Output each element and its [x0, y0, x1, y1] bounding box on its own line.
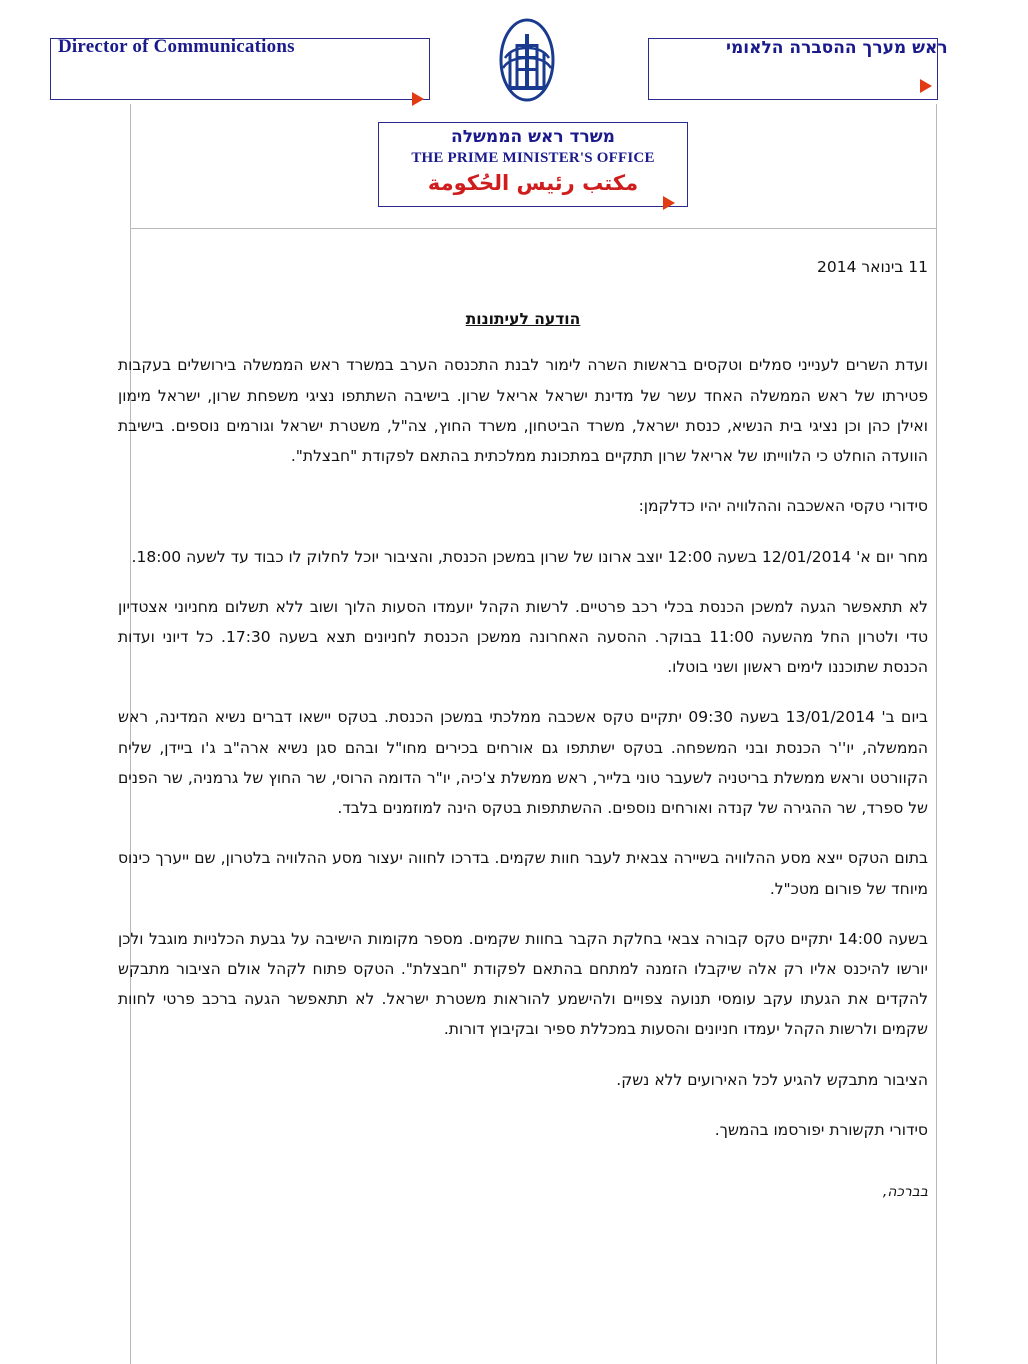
director-of-communications-label: Director of Communications — [58, 36, 295, 57]
paragraph: סידורי תקשורת יפורסמו בהמשך. — [714, 1120, 928, 1139]
pmo-arabic-title: مكتب رئيس الحُكومة — [427, 171, 639, 196]
arrow-right-icon — [920, 79, 932, 93]
paragraph: ועדת השרים לענייני סמלים וטקסים בראשות השרה לימור לבנת התכנסה הערב במשרד ראש הממשלה בירושלים בעקבות פטירתו של ראש הממשלה האחד עשר של מדינת ישראל אריאל שרון. בישיבה השתתפו נציגי משפחת שרון, ישראל מימון ואילן כהן וכן נציגי בית הנשיא, כנסת ישראל, משרד הביטחון, משרד החוץ, צה"ל, משטרת ישראל וגורמים נוספים. בישיבת הוועדה הוחלט כי הלווייתו של אריאל שרון תתקיים במתכונת ממלכתית בהתאם לפקודת "חבצלת". — [118, 356, 928, 466]
pmo-hebrew-title: משרד ראש הממשלה — [451, 127, 615, 147]
arrow-right-icon — [412, 92, 424, 106]
press-release-body — [118, 252, 928, 1206]
paragraph: סידורי טקסי האשכבה וההלוויה יהיו כדלקמן: — [638, 497, 928, 516]
prime-ministers-office-title-block — [378, 122, 688, 207]
paragraph: בתום הטקס ייצא מסע ההלוויה בשיירה צבאית לעבר חוות שקמים. בדרכו לחווה יעצור מסע ההלוויה בלטרון, שם ייערך כינוס מיוחד של פורום מטכ"ל. — [118, 849, 928, 898]
arrow-right-icon — [663, 196, 675, 210]
page-border-top — [130, 228, 936, 229]
page-border-right — [936, 104, 937, 1364]
signature-line: בברכה, — [882, 1184, 928, 1201]
paragraph: מחר יום א' 12/01/2014 בשעה 12:00 יוצב ארונו של שרון במשכן הכנסת, והציבור יוכל לחלוק לו כבוד עד לשעה 18:00. — [131, 547, 928, 566]
israel-state-emblem-icon — [497, 12, 557, 104]
national-information-directorate-label: ראש מערך ההסברה הלאומי — [726, 38, 948, 58]
paragraph: הציבור מתבקש להגיע לכל האירועים ללא נשק. — [616, 1070, 928, 1089]
paragraph: ביום ב' 13/01/2014 בשעה 09:30 יתקיים טקס אשכבה ממלכתי במשכן הכנסת. בטקס יישאו דברים נשיא המדינה, ראש הממשלה, יו''ר הכנסת ובני המשפחה. בטקס ישתתפו גם אורחים בכירים מחו"ל ובהם סגן נשיא ארה"ב ג'ו ביידן, שליח הקוורטט וראש ממשלת בריטניה לשעבר טוני בלייר, ראש ממשלת צ'כיה, יו"ר הדומה הרוסי, שר החוץ של גרמניה, שר הפנים של ספרד, שר ההגירה של קנדה ואורחים נוספים. ההשתתפות בטקס הינה למוזמנים בלבד. — [118, 708, 928, 818]
pmo-english-title: THE PRIME MINISTER'S OFFICE — [411, 150, 655, 167]
page-header — [0, 0, 1028, 115]
document-title: הודעה לעיתונות — [465, 310, 581, 329]
document-date: 11 בינואר 2014 — [816, 258, 928, 276]
paragraph: לא תתאפשר הגעה למשכן הכנסת בכלי רכב פרטיים. לרשות הקהל יועמדו הסעות הלוך ושוב ללא תשלום מחניוני אצטדיון טדי ולטרון החל מהשעה 11:00 בבוקר. ההסעה האחרונה ממשכן הכנסת לחניונים תצא בשעה 17:30. כל דיוני ועדות הכנסת שתוכננו לימים ראשון ושני בוטלו. — [118, 597, 928, 677]
paragraph: בשעה 14:00 יתקיים טקס קבורה צבאי בחלקת הקבר בחוות שקמים. מספר מקומות הישיבה על גבעת הכלניות מוגבל ולכן יורשו להיכנס אליו רק אלה שיקבלו הזמנה למתחם בהתאם לפקודת "חבצלת". הטקס פתוח לקהל אולם הציבור מתבקש להקדים את הגעתו עקב עומסי תנועה צפויים ולהישמע להוראות משטרת ישראל. לא תתאפשר הגעה ברכב פרטי לחוות שקמים ולרשות הקהל יעמדו חניונים והסעות במכללת ספיר ובקיבוץ דורות. — [118, 929, 928, 1039]
